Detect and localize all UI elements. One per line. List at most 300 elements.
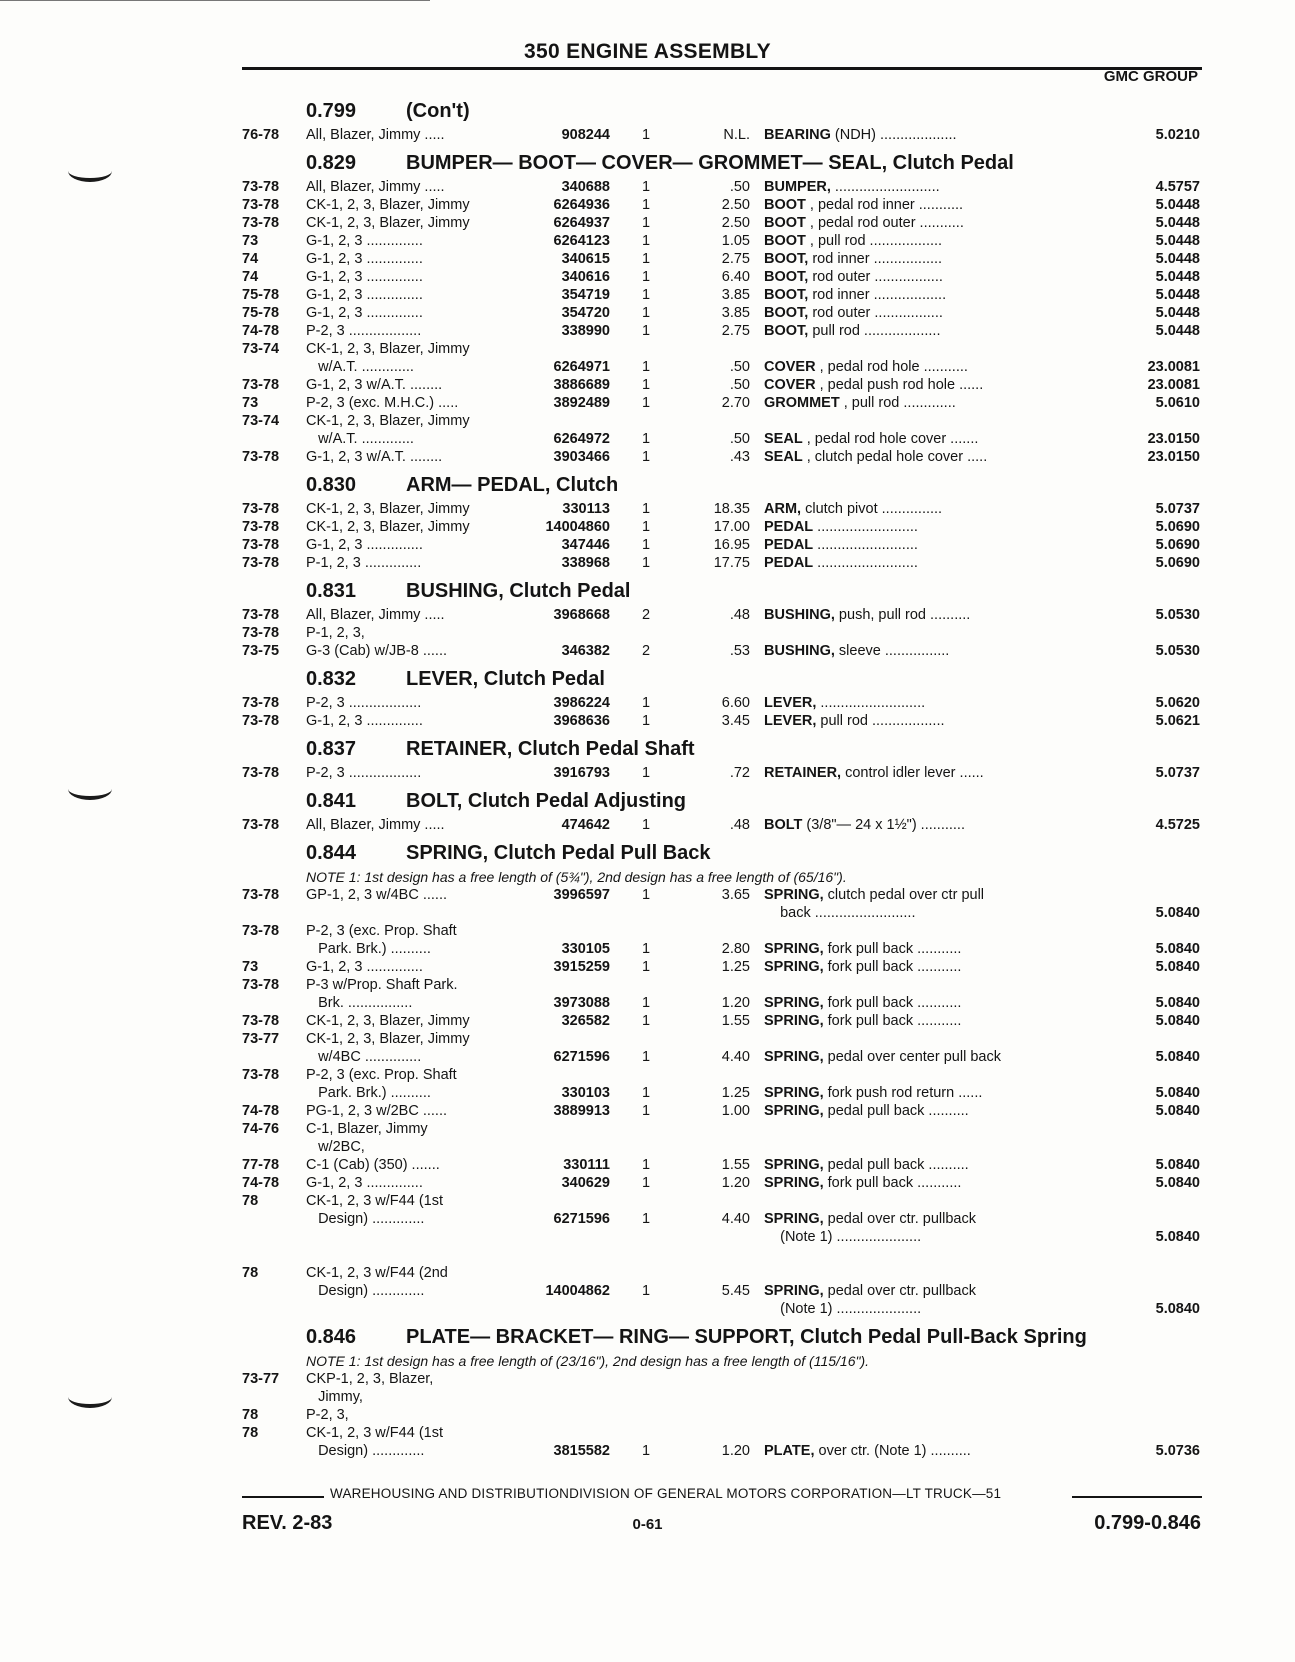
- group-reference: 5.0840: [1155, 959, 1200, 975]
- price: 17.00: [713, 519, 750, 535]
- model-application: w/A.T. .............: [306, 431, 414, 447]
- part-detail: rod inner .................: [808, 251, 943, 267]
- group-reference: 5.0210: [1155, 127, 1200, 143]
- section-number: 0.829: [306, 152, 357, 174]
- quantity: 1: [642, 1283, 651, 1299]
- part-detail: clutch pivot ...............: [801, 501, 943, 517]
- year-range: 73-78: [242, 555, 280, 571]
- price: 17.75: [713, 555, 750, 571]
- part-number: 3968668: [553, 607, 610, 623]
- part-name: SPRING,: [764, 1283, 824, 1299]
- price: 1.00: [721, 1103, 750, 1119]
- footer-division: WAREHOUSING AND DISTRIBUTIONDIVISION OF GENERAL MOTORS CORPORATION—LT TRUCK—51: [330, 1486, 1002, 1501]
- part-detail: fork push rod return ......: [823, 1085, 983, 1101]
- part-description: [764, 694, 1104, 713]
- part-row: [242, 1192, 1202, 1210]
- part-row: [242, 1210, 1202, 1228]
- group-reference: 23.0150: [1147, 431, 1200, 447]
- group-reference: 5.0840: [1155, 1229, 1200, 1245]
- part-detail: (NDH) ...................: [830, 127, 957, 143]
- group-reference: 5.0530: [1155, 607, 1200, 623]
- part-row: [242, 694, 1202, 712]
- model-application: G-1, 2, 3 w/A.T. ........: [306, 449, 443, 465]
- part-number: 3815582: [553, 1443, 610, 1459]
- section-number: 0.832: [306, 668, 357, 690]
- price: .50: [729, 179, 750, 195]
- part-detail: , clutch pedal hole cover .....: [802, 449, 988, 465]
- model-application: All, Blazer, Jimmy .....: [306, 179, 445, 195]
- part-row: [242, 518, 1202, 536]
- part-row: [242, 1120, 1202, 1138]
- footer-rule-left: [242, 1496, 324, 1498]
- part-detail: fork pull back ...........: [823, 959, 962, 975]
- section-title: BUSHING, Clutch Pedal: [406, 580, 631, 602]
- year-range: 73-78: [242, 625, 280, 641]
- group-reference: 23.0150: [1147, 449, 1200, 465]
- quantity: 1: [642, 1443, 651, 1459]
- year-range: 75-78: [242, 287, 280, 303]
- part-description: [764, 518, 1104, 537]
- year-range: 73-78: [242, 695, 280, 711]
- price: .50: [729, 377, 750, 393]
- section-title: PLATE— BRACKET— RING— SUPPORT, Clutch Pedal Pull-Back Spring: [406, 1326, 1087, 1348]
- price: 16.95: [713, 537, 750, 553]
- model-application: P-2, 3 ..................: [306, 323, 422, 339]
- part-row: [242, 1264, 1202, 1282]
- year-range: 74: [242, 251, 259, 267]
- part-number: 3968636: [553, 713, 610, 729]
- quantity: 1: [642, 695, 651, 711]
- model-application: Jimmy,: [306, 1389, 363, 1405]
- part-detail: , pedal rod hole cover .......: [802, 431, 979, 447]
- group-label: GMC GROUP: [1103, 68, 1198, 85]
- quantity: 1: [642, 287, 651, 303]
- year-range: 74-78: [242, 323, 280, 339]
- quantity: 1: [642, 269, 651, 285]
- model-application: P-2, 3 (exc. Prop. Shaft: [306, 1067, 457, 1083]
- model-application: G-1, 2, 3 ..............: [306, 269, 423, 285]
- section-number: 0.830: [306, 474, 357, 496]
- year-range: 73-78: [242, 377, 280, 393]
- year-range: 73-78: [242, 519, 280, 535]
- part-row: [242, 940, 1202, 958]
- part-detail: fork pull back ...........: [823, 941, 962, 957]
- part-description: [764, 250, 1104, 269]
- part-row: [242, 196, 1202, 214]
- part-description: [764, 304, 1104, 323]
- part-detail: , pull rod ..................: [805, 233, 943, 249]
- part-number: 3996597: [553, 887, 610, 903]
- binder-hole-mark: [68, 1386, 112, 1408]
- part-description: [764, 712, 1104, 731]
- part-number: 330103: [561, 1085, 610, 1101]
- part-number: 908244: [561, 127, 610, 143]
- year-range: 73-74: [242, 413, 280, 429]
- year-range: 73-78: [242, 449, 280, 465]
- model-application: w/4BC ..............: [306, 1049, 422, 1065]
- section-heading: [242, 660, 1202, 694]
- model-application: P-1, 2, 3 ..............: [306, 555, 422, 571]
- part-row: [242, 1388, 1202, 1406]
- quantity: 1: [642, 959, 651, 975]
- quantity: 1: [642, 519, 651, 535]
- price: .43: [729, 449, 750, 465]
- part-detail: pull rod ...................: [808, 323, 941, 339]
- part-name: SPRING,: [764, 959, 824, 975]
- quantity: 1: [642, 765, 651, 781]
- model-application: G-3 (Cab) w/JB-8 ......: [306, 643, 447, 659]
- part-detail: fork pull back ...........: [823, 995, 962, 1011]
- price: 1.20: [721, 995, 750, 1011]
- quantity: 1: [642, 197, 651, 213]
- group-reference: 23.0081: [1147, 377, 1200, 393]
- group-reference: 5.0448: [1155, 251, 1200, 267]
- section-title: BOLT, Clutch Pedal Adjusting: [406, 790, 686, 812]
- part-name: PLATE,: [764, 1443, 815, 1459]
- part-number: 3892489: [553, 395, 610, 411]
- price: 2.75: [721, 251, 750, 267]
- part-row: [242, 712, 1202, 730]
- model-application: All, Blazer, Jimmy .....: [306, 127, 445, 143]
- part-name: SPRING,: [764, 1211, 824, 1227]
- price: 3.85: [721, 287, 750, 303]
- model-application: CK-1, 2, 3, Blazer, Jimmy: [306, 215, 470, 231]
- part-row: [242, 376, 1202, 394]
- model-application: CK-1, 2, 3, Blazer, Jimmy: [306, 1031, 470, 1047]
- part-description: [764, 448, 1104, 467]
- part-row: [242, 922, 1202, 940]
- part-number: 474642: [561, 817, 610, 833]
- group-reference: 5.0448: [1155, 305, 1200, 321]
- quantity: 1: [642, 359, 651, 375]
- part-name: BOOT,: [764, 305, 809, 321]
- price: 1.25: [721, 1085, 750, 1101]
- group-reference: 5.0690: [1155, 519, 1200, 535]
- section-title: RETAINER, Clutch Pedal Shaft: [406, 738, 695, 760]
- part-number: 330111: [563, 1157, 610, 1173]
- model-application: P-2, 3 ..................: [306, 695, 422, 711]
- part-description: [764, 126, 1104, 145]
- part-detail: , pedal rod inner ...........: [805, 197, 964, 213]
- model-application: Design) .............: [306, 1211, 425, 1227]
- section-heading: [242, 730, 1202, 764]
- model-application: G-1, 2, 3 ..............: [306, 251, 423, 267]
- group-reference: 5.0737: [1155, 765, 1200, 781]
- model-application: P-2, 3 (exc. M.H.C.) .....: [306, 395, 459, 411]
- part-description: [764, 940, 1104, 959]
- part-row: [242, 904, 1202, 922]
- part-number: 14004862: [545, 1283, 610, 1299]
- price: 3.85: [721, 305, 750, 321]
- group-reference: 5.0621: [1155, 713, 1200, 729]
- part-number: 330113: [562, 501, 610, 517]
- part-row: [242, 268, 1202, 286]
- year-range: 75-78: [242, 305, 280, 321]
- part-detail: .........................: [813, 555, 918, 571]
- quantity: 1: [642, 215, 651, 231]
- part-detail: , pedal rod hole ...........: [815, 359, 968, 375]
- part-detail: , pedal push rod hole ......: [815, 377, 984, 393]
- year-range: 73-78: [242, 713, 280, 729]
- part-name: SPRING,: [764, 1157, 824, 1173]
- section-number: 0.837: [306, 738, 357, 760]
- model-application: CK-1, 2, 3, Blazer, Jimmy: [306, 501, 470, 517]
- part-number: 340615: [561, 251, 610, 267]
- part-description: [764, 214, 1104, 233]
- section-heading: [242, 466, 1202, 500]
- binder-hole-mark: [68, 778, 112, 800]
- part-row: [242, 358, 1202, 376]
- model-application: Brk. ................: [306, 995, 413, 1011]
- part-row: [242, 1246, 1202, 1264]
- price: 6.60: [721, 695, 750, 711]
- price: 3.45: [721, 713, 750, 729]
- part-name: RETAINER,: [764, 765, 842, 781]
- part-description: [764, 394, 1104, 413]
- group-reference: 5.0620: [1155, 695, 1200, 711]
- year-range: 73-78: [242, 537, 280, 553]
- quantity: 1: [642, 179, 651, 195]
- section-heading: [242, 572, 1202, 606]
- part-detail: over ctr. (Note 1) ..........: [814, 1443, 971, 1459]
- section-title: LEVER, Clutch Pedal: [406, 668, 605, 690]
- part-name: PEDAL: [764, 537, 814, 553]
- group-reference: 5.0530: [1155, 643, 1200, 659]
- part-detail: back .........................: [764, 905, 916, 921]
- model-application: Design) .............: [306, 1283, 425, 1299]
- part-name: SPRING,: [764, 1085, 824, 1101]
- part-description: [764, 764, 1104, 783]
- part-number: 354719: [561, 287, 610, 303]
- part-row: [242, 500, 1202, 518]
- part-row: [242, 1102, 1202, 1120]
- model-application: PG-1, 2, 3 w/2BC ......: [306, 1103, 448, 1119]
- group-reference: 5.0840: [1155, 1301, 1200, 1317]
- model-application: G-1, 2, 3 ..............: [306, 713, 423, 729]
- year-range: 78: [242, 1407, 259, 1423]
- part-number: 3915259: [553, 959, 610, 975]
- year-range: 73-78: [242, 197, 280, 213]
- part-row: [242, 1048, 1202, 1066]
- scan-edge-line: [0, 0, 430, 1]
- part-description: [764, 268, 1104, 287]
- part-description: [764, 358, 1104, 377]
- year-range: 73-74: [242, 341, 280, 357]
- group-reference: 5.0736: [1155, 1443, 1200, 1459]
- part-number: 3986224: [553, 695, 610, 711]
- part-detail: (Note 1) .....................: [764, 1229, 922, 1245]
- model-application: Park. Brk.) ..........: [306, 941, 431, 957]
- part-number: 3973088: [553, 995, 610, 1011]
- quantity: 1: [642, 251, 651, 267]
- quantity: 1: [642, 713, 651, 729]
- price: 2.70: [721, 395, 750, 411]
- quantity: 1: [642, 377, 651, 393]
- price: N.L.: [723, 127, 750, 143]
- model-application: P-1, 2, 3,: [306, 625, 365, 641]
- part-detail: rod outer .................: [808, 305, 943, 321]
- year-range: 73-78: [242, 215, 280, 231]
- part-name: BUMPER,: [764, 179, 831, 195]
- model-application: GP-1, 2, 3 w/4BC ......: [306, 887, 448, 903]
- quantity: 2: [642, 643, 651, 659]
- model-application: CK-1, 2, 3 w/F44 (1st: [306, 1193, 443, 1209]
- model-application: Design) .............: [306, 1443, 425, 1459]
- quantity: 1: [642, 817, 651, 833]
- part-detail: , pedal rod outer ...........: [805, 215, 964, 231]
- part-name: SEAL: [764, 449, 803, 465]
- part-number: 354720: [561, 305, 610, 321]
- price: .48: [729, 817, 750, 833]
- model-application: CK-1, 2, 3, Blazer, Jimmy: [306, 197, 470, 213]
- part-name: PEDAL: [764, 519, 814, 535]
- group-reference: 5.0840: [1155, 941, 1200, 957]
- group-reference: 5.0448: [1155, 197, 1200, 213]
- group-reference: 5.0448: [1155, 287, 1200, 303]
- part-row: [242, 1370, 1202, 1388]
- part-name: PEDAL: [764, 555, 814, 571]
- part-description: [764, 642, 1104, 661]
- year-range: 74-76: [242, 1121, 280, 1137]
- part-description: [764, 500, 1104, 519]
- part-number: 3916793: [553, 765, 610, 781]
- part-description: [764, 430, 1104, 449]
- part-row: [242, 764, 1202, 782]
- model-application: G-1, 2, 3 ..............: [306, 287, 423, 303]
- group-reference: 5.0448: [1155, 269, 1200, 285]
- part-name: SPRING,: [764, 1049, 824, 1065]
- footer-rule-right: [1072, 1496, 1202, 1498]
- model-application: G-1, 2, 3 w/A.T. ........: [306, 377, 443, 393]
- model-application: CKP-1, 2, 3, Blazer,: [306, 1371, 434, 1387]
- quantity: 1: [642, 1175, 651, 1191]
- quantity: 1: [642, 1013, 651, 1029]
- group-reference: 5.0690: [1155, 555, 1200, 571]
- price: 4.40: [721, 1049, 750, 1065]
- part-detail: pedal over center pull back: [823, 1049, 1001, 1065]
- part-name: BOOT,: [764, 323, 809, 339]
- part-name: BEARING: [764, 127, 831, 143]
- part-row: [242, 340, 1202, 358]
- part-row: [242, 232, 1202, 250]
- part-number: 338968: [561, 555, 610, 571]
- quantity: 1: [642, 1049, 651, 1065]
- part-description: [764, 536, 1104, 555]
- part-row: [242, 994, 1202, 1012]
- part-row: [242, 214, 1202, 232]
- price: 1.55: [721, 1157, 750, 1173]
- price: .50: [729, 431, 750, 447]
- quantity: 1: [642, 555, 651, 571]
- part-row: [242, 250, 1202, 268]
- section-heading: [242, 92, 1202, 126]
- quantity: 1: [642, 537, 651, 553]
- part-number: 6264971: [553, 359, 610, 375]
- group-reference: 5.0737: [1155, 501, 1200, 517]
- part-row: [242, 1012, 1202, 1030]
- part-description: [764, 1210, 1104, 1229]
- group-reference: 4.5725: [1155, 817, 1200, 833]
- part-description: [764, 886, 1104, 905]
- part-description: [764, 1012, 1104, 1031]
- section-title: BUMPER— BOOT— COVER— GROMMET— SEAL, Clutch Pedal: [406, 152, 1014, 174]
- section-number: 0.841: [306, 790, 357, 812]
- quantity: 1: [642, 1085, 651, 1101]
- part-row: [242, 1300, 1202, 1318]
- part-number: 3886689: [553, 377, 610, 393]
- price: 18.35: [713, 501, 750, 517]
- part-name: SEAL: [764, 431, 803, 447]
- part-row: [242, 1228, 1202, 1246]
- part-detail: (Note 1) .....................: [764, 1301, 922, 1317]
- quantity: 1: [642, 1211, 651, 1227]
- model-application: G-1, 2, 3 ..............: [306, 959, 423, 975]
- group-reference: 5.0448: [1155, 323, 1200, 339]
- quantity: 1: [642, 995, 651, 1011]
- part-row: [242, 1406, 1202, 1424]
- group-reference: 5.0610: [1155, 395, 1200, 411]
- price: 1.25: [721, 959, 750, 975]
- part-row: [242, 394, 1202, 412]
- group-reference: 5.0840: [1155, 1085, 1200, 1101]
- year-range: 76-78: [242, 127, 280, 143]
- part-row: [242, 624, 1202, 642]
- price: .48: [729, 607, 750, 623]
- part-name: ARM,: [764, 501, 802, 517]
- year-range: 78: [242, 1193, 259, 1209]
- parts-list: [242, 92, 1202, 1460]
- price: .53: [729, 643, 750, 659]
- price: 2.50: [721, 197, 750, 213]
- part-row: [242, 448, 1202, 466]
- part-number: 6264123: [553, 233, 610, 249]
- model-application: G-1, 2, 3 ..............: [306, 1175, 423, 1191]
- part-description: [764, 322, 1104, 341]
- part-description: [764, 904, 1104, 923]
- year-range: 77-78: [242, 1157, 280, 1173]
- part-number: 6264937: [553, 215, 610, 231]
- revision-label: REV. 2-83: [242, 1512, 333, 1534]
- price: 1.55: [721, 1013, 750, 1029]
- section-heading: [242, 834, 1202, 868]
- model-application: G-1, 2, 3 ..............: [306, 233, 423, 249]
- year-range: 73: [242, 233, 259, 249]
- part-description: [764, 1228, 1104, 1247]
- part-name: BOOT,: [764, 251, 809, 267]
- part-name: SPRING,: [764, 1013, 824, 1029]
- quantity: 1: [642, 887, 651, 903]
- part-description: [764, 1102, 1104, 1121]
- section-number: 0.846: [306, 1326, 357, 1348]
- model-application: CK-1, 2, 3, Blazer, Jimmy: [306, 413, 470, 429]
- section-heading: [242, 144, 1202, 178]
- part-name: BUSHING,: [764, 607, 835, 623]
- part-row: [242, 1282, 1202, 1300]
- part-row: [242, 1030, 1202, 1048]
- quantity: 1: [642, 449, 651, 465]
- group-reference: 4.5757: [1155, 179, 1200, 195]
- section-number: 0.831: [306, 580, 357, 602]
- part-detail: pedal over ctr. pullback: [823, 1211, 976, 1227]
- part-number: 3889913: [553, 1103, 610, 1119]
- page-title: 350 ENGINE ASSEMBLY: [524, 40, 771, 63]
- part-row: [242, 178, 1202, 196]
- part-name: COVER: [764, 359, 816, 375]
- year-range: 73-78: [242, 817, 280, 833]
- model-application: CK-1, 2, 3 w/F44 (1st: [306, 1425, 443, 1441]
- part-description: [764, 1442, 1104, 1461]
- part-name: BOLT: [764, 817, 803, 833]
